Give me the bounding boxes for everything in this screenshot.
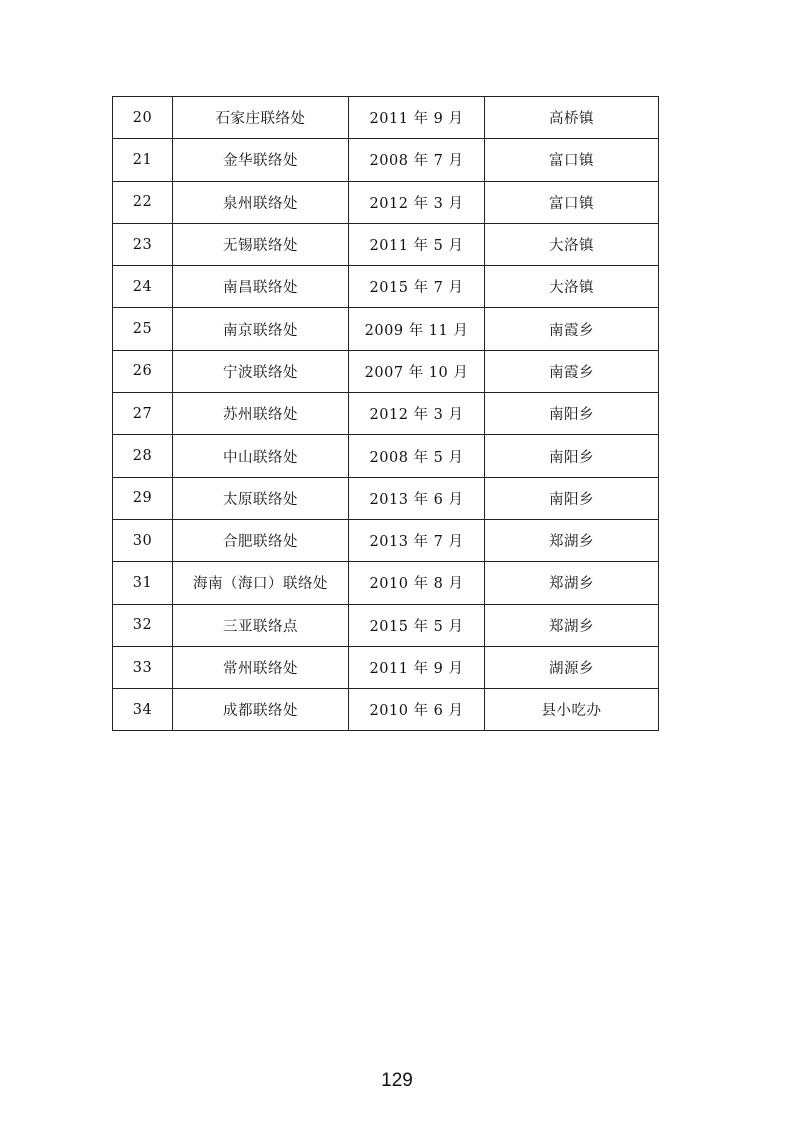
office-name-cell: 三亚联络点 (173, 604, 349, 646)
liaison-office-table (112, 96, 659, 731)
office-name-cell: 无锡联络处 (173, 223, 349, 265)
table-row (113, 97, 659, 139)
table-row (113, 519, 659, 561)
township-cell: 县小吃办 (485, 689, 659, 731)
row-number-cell: 27 (113, 393, 173, 435)
township-cell: 南阳乡 (485, 477, 659, 519)
township-cell: 富口镇 (485, 139, 659, 181)
office-name-cell: 合肥联络处 (173, 519, 349, 561)
office-name-cell: 太原联络处 (173, 477, 349, 519)
row-number-cell: 30 (113, 519, 173, 561)
established-date-cell: 2009 年 11 月 (349, 308, 485, 350)
established-date-cell: 2010 年 8 月 (349, 562, 485, 604)
row-number-cell: 33 (113, 646, 173, 688)
established-date-cell: 2011 年 9 月 (349, 97, 485, 139)
office-name-cell: 金华联络处 (173, 139, 349, 181)
township-cell: 郑湖乡 (485, 519, 659, 561)
township-cell: 高桥镇 (485, 97, 659, 139)
office-name-cell: 泉州联络处 (173, 181, 349, 223)
established-date-cell: 2012 年 3 月 (349, 393, 485, 435)
row-number-cell: 31 (113, 562, 173, 604)
established-date-cell: 2008 年 5 月 (349, 435, 485, 477)
row-number-cell: 23 (113, 223, 173, 265)
established-date-cell: 2010 年 6 月 (349, 689, 485, 731)
row-number-cell: 22 (113, 181, 173, 223)
table-row (113, 350, 659, 392)
row-number-cell: 25 (113, 308, 173, 350)
established-date-cell: 2013 年 7 月 (349, 519, 485, 561)
row-number-cell: 26 (113, 350, 173, 392)
established-date-cell: 2012 年 3 月 (349, 181, 485, 223)
township-cell: 湖源乡 (485, 646, 659, 688)
table-row (113, 562, 659, 604)
established-date-cell: 2011 年 5 月 (349, 223, 485, 265)
established-date-cell: 2015 年 5 月 (349, 604, 485, 646)
table-row (113, 604, 659, 646)
table-row (113, 646, 659, 688)
table-row (113, 181, 659, 223)
office-name-cell: 南昌联络处 (173, 266, 349, 308)
township-cell: 南阳乡 (485, 435, 659, 477)
township-cell: 南霞乡 (485, 350, 659, 392)
row-number-cell: 20 (113, 97, 173, 139)
table-row (113, 435, 659, 477)
row-number-cell: 34 (113, 689, 173, 731)
table-row (113, 477, 659, 519)
table-row (113, 139, 659, 181)
office-name-cell: 石家庄联络处 (173, 97, 349, 139)
row-number-cell: 24 (113, 266, 173, 308)
township-cell: 富口镇 (485, 181, 659, 223)
established-date-cell: 2013 年 6 月 (349, 477, 485, 519)
table-row (113, 266, 659, 308)
table-body (113, 97, 659, 731)
office-name-cell: 海南（海口）联络处 (173, 562, 349, 604)
township-cell: 郑湖乡 (485, 604, 659, 646)
township-cell: 郑湖乡 (485, 562, 659, 604)
office-name-cell: 宁波联络处 (173, 350, 349, 392)
office-name-cell: 成都联络处 (173, 689, 349, 731)
established-date-cell: 2008 年 7 月 (349, 139, 485, 181)
office-name-cell: 常州联络处 (173, 646, 349, 688)
township-cell: 大洛镇 (485, 223, 659, 265)
established-date-cell: 2015 年 7 月 (349, 266, 485, 308)
liaison-office-table-container (112, 96, 658, 731)
township-cell: 南霞乡 (485, 308, 659, 350)
table-row (113, 689, 659, 731)
established-date-cell: 2007 年 10 月 (349, 350, 485, 392)
township-cell: 南阳乡 (485, 393, 659, 435)
row-number-cell: 29 (113, 477, 173, 519)
township-cell: 大洛镇 (485, 266, 659, 308)
office-name-cell: 中山联络处 (173, 435, 349, 477)
row-number-cell: 28 (113, 435, 173, 477)
row-number-cell: 32 (113, 604, 173, 646)
table-row (113, 308, 659, 350)
established-date-cell: 2011 年 9 月 (349, 646, 485, 688)
table-row (113, 223, 659, 265)
table-row (113, 393, 659, 435)
office-name-cell: 苏州联络处 (173, 393, 349, 435)
row-number-cell: 21 (113, 139, 173, 181)
office-name-cell: 南京联络处 (173, 308, 349, 350)
page-number: 129 (381, 1070, 413, 1091)
